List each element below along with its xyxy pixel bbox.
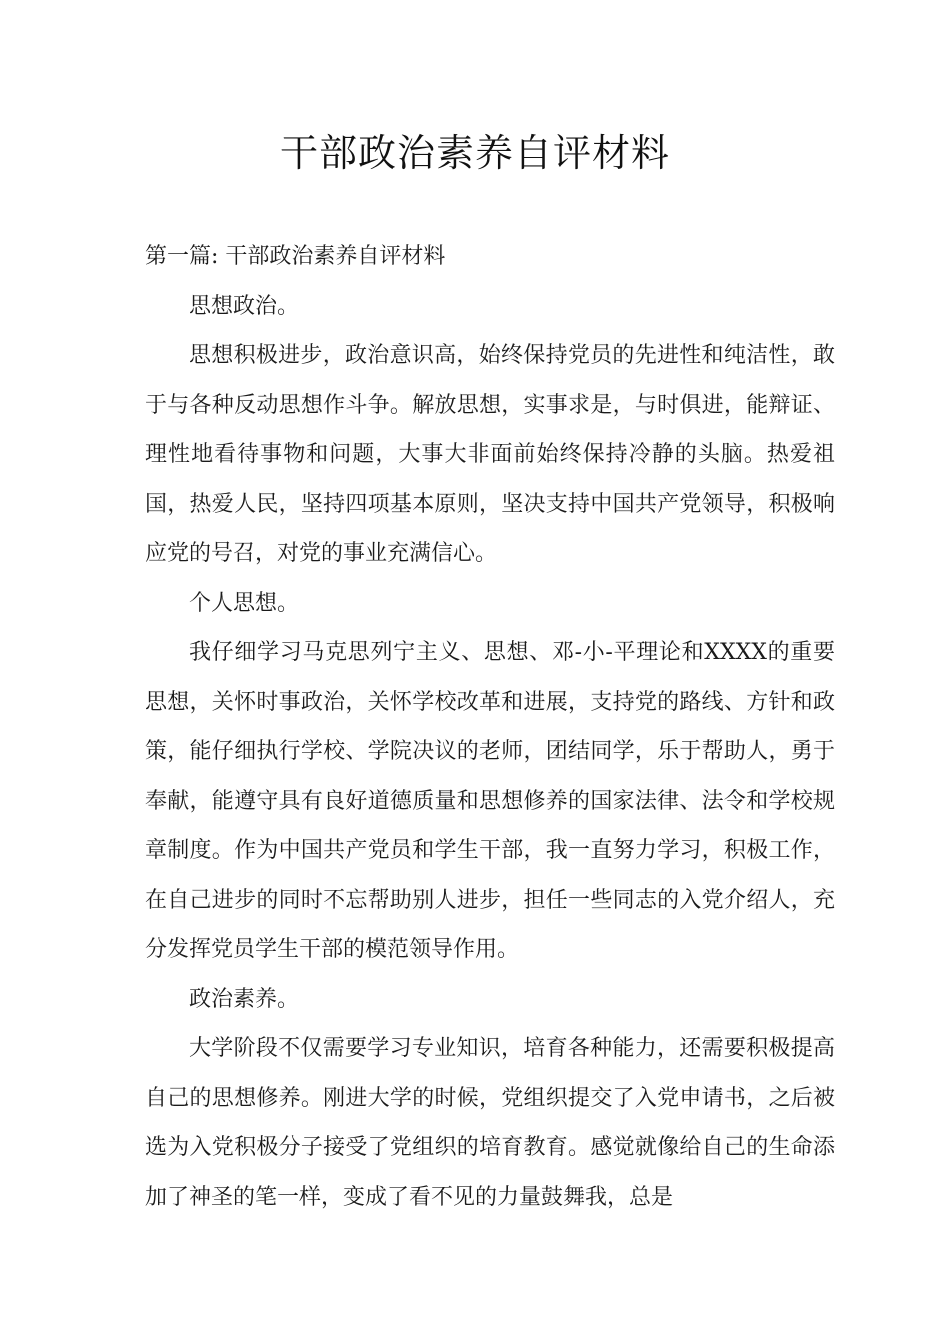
heading-political-literacy: 政治素养。 xyxy=(189,986,300,1012)
paragraph-thought-politics: 思想积极进步，政治意识高，始终保持党员的先进性和纯洁性，敢于与各种反动思想作斗争。解放思想，实事求是，与时俱进，能辩证、理性地看待事物和问题，大事大非面前始终保持冷静的头脑。热爱祖国，热爱人民，坚持四项基本原则，坚决支持中国共产党领导，积极响应党的号召，对党的事业充满信心。 xyxy=(145,343,835,566)
heading-thought-politics: 思想政治。 xyxy=(189,293,300,319)
paragraph-personal-thought: 我仔细学习马克思列宁主义、思想、邓-小-平理论和XXXX的重要思想，关怀时事政治，关怀学校改革和进展，支持党的路线、方针和政策，能仔细执行学校、学院决议的老师，团结同学，乐于帮助人，勇于奉献，能遵守具有良好道德质量和思想修养的国家法律、法令和学校规章制度。作为中国共产党员和学生干部，我一直努力学习，积极工作，在自己进步的同时不忘帮助别人进步，担任一些同志的入党介绍人，充分发挥党员学生干部的模范领导作用。 xyxy=(145,640,835,962)
document-title: 干部政治素养自评材料 xyxy=(279,131,670,175)
paragraph-political-literacy: 大学阶段不仅需要学习专业知识，培育各种能力，还需要积极提高自己的思想修养。刚进大学的时候，党组织提交了入党申请书，之后被选为入党积极分子接受了党组织的培育教育。感觉就像给自己的生命添加了神圣的笔一样，变成了看不见的力量鼓舞我，总是 xyxy=(145,1036,835,1210)
section-subtitle: 第一篇: 干部政治素养自评材料 xyxy=(145,244,446,269)
heading-personal-thought: 个人思想。 xyxy=(189,590,300,616)
document-body xyxy=(145,232,835,1222)
